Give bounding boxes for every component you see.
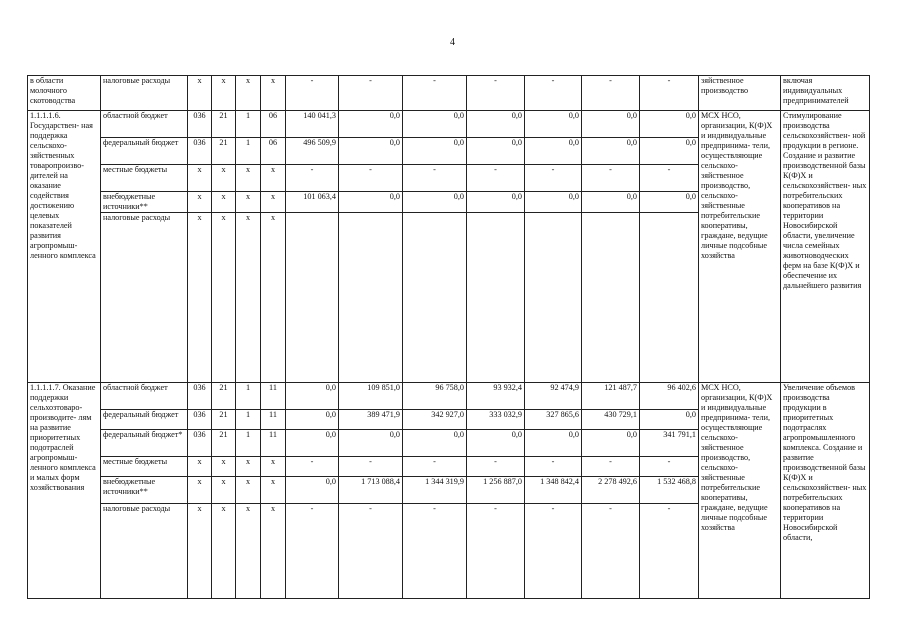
code-cell: 21 [212, 410, 236, 430]
code-cell: х [212, 192, 236, 213]
code-cell: х [261, 213, 286, 383]
expected-result-cell: Увеличение объемов производства продукции в приоритетных подотраслях агропромышленного комплекса. Создание и развитие производственной базы К(Ф)Х и сельскохозяйствен- ных потребительских кооперативов на территории Новосибирской области, [781, 383, 870, 599]
amount-cell: 109 851,0 [339, 383, 403, 410]
amount-cell [640, 213, 699, 383]
amount-cell: 96 402,6 [640, 383, 699, 410]
amount-cell: 0,0 [582, 430, 640, 457]
funding-source-cell: областной бюджет [101, 111, 188, 138]
amount-cell: 0,0 [339, 192, 403, 213]
amount-cell: 0,0 [467, 430, 525, 457]
amount-cell: - [640, 76, 699, 111]
amount-cell: 0,0 [640, 410, 699, 430]
funding-source-cell: областной бюджет [101, 383, 188, 410]
code-cell: х [236, 192, 261, 213]
executor-cell: МСХ НСО, организации, К(Ф)Х и индивидуальные предпринима- тели, осуществляющие сельскохо- зяйственное производство, сельскохо- зяйственные потребительские кооперативы, граждане, ведущие личные подсобные хозяйства [699, 111, 781, 383]
amount-cell: - [403, 76, 467, 111]
amount-cell: - [525, 457, 582, 477]
amount-cell: 101 063,4 [286, 192, 339, 213]
amount-cell: 0,0 [403, 192, 467, 213]
amount-cell: - [339, 165, 403, 192]
amount-cell: 0,0 [286, 410, 339, 430]
funding-source-cell: налоговые расходы [101, 213, 188, 383]
amount-cell: 0,0 [286, 430, 339, 457]
code-cell: х [261, 457, 286, 477]
amount-cell: 1 713 088,4 [339, 477, 403, 504]
amount-cell [403, 213, 467, 383]
amount-cell: - [286, 504, 339, 599]
amount-cell: 0,0 [403, 111, 467, 138]
code-cell: х [236, 477, 261, 504]
amount-cell: - [403, 457, 467, 477]
program-table [27, 75, 870, 599]
code-cell: х [261, 477, 286, 504]
amount-cell: - [339, 457, 403, 477]
code-cell: 036 [188, 138, 212, 165]
amount-cell: 327 865,6 [525, 410, 582, 430]
amount-cell: 0,0 [286, 383, 339, 410]
amount-cell: - [403, 504, 467, 599]
amount-cell: 96 758,0 [403, 383, 467, 410]
amount-cell: - [582, 504, 640, 599]
amount-cell: - [640, 504, 699, 599]
funding-source-cell: местные бюджеты [101, 457, 188, 477]
amount-cell: 342 927,0 [403, 410, 467, 430]
amount-cell: 0,0 [286, 477, 339, 504]
amount-cell: - [286, 76, 339, 111]
amount-cell [339, 213, 403, 383]
code-cell: х [236, 504, 261, 599]
amount-cell: - [525, 76, 582, 111]
amount-cell: 430 729,1 [582, 410, 640, 430]
amount-cell: 496 509,9 [286, 138, 339, 165]
expected-result-cell: Стимулирование производства сельскохозяйствен- ной продукции в регионе. Создание и развитие производственной базы К(Ф)Х и сельскохозяйствен- ных потребительских кооперативов на территории Новосибирской области, увеличение числа семейных животноводческих ферм на базе К(Ф)Х и обеспечение их дальнейшего развития [781, 111, 870, 383]
code-cell: 036 [188, 383, 212, 410]
code-cell: х [212, 76, 236, 111]
code-cell: х [261, 165, 286, 192]
code-cell: 21 [212, 383, 236, 410]
code-cell: 21 [212, 138, 236, 165]
code-cell: х [212, 165, 236, 192]
funding-source-cell: налоговые расходы [101, 504, 188, 599]
code-cell: х [261, 504, 286, 599]
amount-cell [467, 213, 525, 383]
executor-cell: МСХ НСО, организации, К(Ф)Х и индивидуальные предпринима- тели, осуществляющие сельскохо- зяйственное производство, сельскохо- зяйственные потребительские кооперативы, граждане, ведущие личные подсобные хозяйства [699, 383, 781, 599]
code-cell: 1 [236, 111, 261, 138]
amount-cell: 1 348 842,4 [525, 477, 582, 504]
code-cell: х [236, 76, 261, 111]
code-cell: х [188, 165, 212, 192]
amount-cell [525, 213, 582, 383]
amount-cell: 1 532 468,8 [640, 477, 699, 504]
page-number: 4 [450, 37, 455, 48]
amount-cell: - [339, 76, 403, 111]
code-cell: х [236, 213, 261, 383]
amount-cell: 389 471,9 [339, 410, 403, 430]
amount-cell: 341 791,1 [640, 430, 699, 457]
amount-cell [286, 213, 339, 383]
code-cell: 1 [236, 383, 261, 410]
amount-cell: - [286, 457, 339, 477]
funding-source-cell: федеральный бюджет [101, 138, 188, 165]
funding-source-cell: внебюджетные источники** [101, 192, 188, 213]
funding-source-cell: внебюджетные источники** [101, 477, 188, 504]
table-row [28, 383, 870, 410]
funding-source-cell: федеральный бюджет [101, 410, 188, 430]
code-cell: х [188, 504, 212, 599]
funding-source-cell: налоговые расходы [101, 76, 188, 111]
amount-cell: - [582, 76, 640, 111]
code-cell: х [188, 213, 212, 383]
amount-cell: - [525, 504, 582, 599]
code-cell: 06 [261, 138, 286, 165]
amount-cell: 0,0 [339, 111, 403, 138]
amount-cell: 121 487,7 [582, 383, 640, 410]
measure-name-cell: в области молочного скотоводства [28, 76, 101, 111]
amount-cell: - [403, 165, 467, 192]
funding-source-cell: федеральный бюджет* [101, 430, 188, 457]
amount-cell: - [467, 457, 525, 477]
funding-source-cell: местные бюджеты [101, 165, 188, 192]
code-cell: 06 [261, 111, 286, 138]
amount-cell: 1 344 319,9 [403, 477, 467, 504]
amount-cell: 0,0 [467, 192, 525, 213]
amount-cell: - [640, 457, 699, 477]
amount-cell: - [467, 504, 525, 599]
amount-cell: - [467, 165, 525, 192]
amount-cell: 0,0 [403, 138, 467, 165]
code-cell: 1 [236, 430, 261, 457]
code-cell: х [212, 213, 236, 383]
code-cell: х [236, 457, 261, 477]
amount-cell: - [467, 76, 525, 111]
amount-cell: - [582, 457, 640, 477]
code-cell: 21 [212, 430, 236, 457]
code-cell: х [212, 457, 236, 477]
amount-cell: 2 278 492,6 [582, 477, 640, 504]
amount-cell: - [525, 165, 582, 192]
amount-cell: 0,0 [582, 138, 640, 165]
code-cell: 11 [261, 430, 286, 457]
amount-cell [582, 213, 640, 383]
code-cell: 036 [188, 410, 212, 430]
measure-name-cell: 1.1.1.1.6. Государствен- ная поддержка сельскохо- зяйственных товаропроизво- дителей на оказание содействия достижению целевых показателей развития агропромыш- ленного комплекса [28, 111, 101, 383]
code-cell: х [188, 192, 212, 213]
amount-cell: 0,0 [467, 111, 525, 138]
code-cell: 036 [188, 430, 212, 457]
amount-cell: - [640, 165, 699, 192]
executor-cell: зяйственное производство [699, 76, 781, 111]
code-cell: х [188, 457, 212, 477]
code-cell: х [261, 192, 286, 213]
amount-cell: 0,0 [640, 138, 699, 165]
code-cell: 036 [188, 111, 212, 138]
amount-cell: 0,0 [339, 138, 403, 165]
amount-cell: 0,0 [582, 192, 640, 213]
amount-cell: 92 474,9 [525, 383, 582, 410]
amount-cell: 0,0 [582, 111, 640, 138]
code-cell: х [188, 477, 212, 504]
amount-cell: 0,0 [403, 430, 467, 457]
amount-cell: 0,0 [525, 430, 582, 457]
code-cell: х [212, 504, 236, 599]
code-cell: х [236, 165, 261, 192]
amount-cell: 0,0 [640, 111, 699, 138]
amount-cell: 0,0 [467, 138, 525, 165]
table-row [28, 111, 870, 138]
amount-cell: 0,0 [525, 192, 582, 213]
amount-cell: 0,0 [339, 430, 403, 457]
amount-cell: 1 256 887,0 [467, 477, 525, 504]
code-cell: 11 [261, 383, 286, 410]
expected-result-cell: включая индивидуальных предпринимателей [781, 76, 870, 111]
code-cell: 1 [236, 138, 261, 165]
amount-cell: 93 932,4 [467, 383, 525, 410]
code-cell: х [261, 76, 286, 111]
amount-cell: 140 041,3 [286, 111, 339, 138]
code-cell: х [212, 477, 236, 504]
amount-cell: 333 032,9 [467, 410, 525, 430]
amount-cell: 0,0 [525, 111, 582, 138]
amount-cell: - [286, 165, 339, 192]
code-cell: 21 [212, 111, 236, 138]
code-cell: 1 [236, 410, 261, 430]
amount-cell: 0,0 [640, 192, 699, 213]
code-cell: х [188, 76, 212, 111]
code-cell: 11 [261, 410, 286, 430]
measure-name-cell: 1.1.1.1.7. Оказание поддержки сельхозтоваро- производите- лям на развитие приоритетных подотраслей агропромыш- ленного комплекса и малых форм хозяйствования [28, 383, 101, 599]
table-row [28, 76, 870, 111]
amount-cell: - [582, 165, 640, 192]
amount-cell: - [339, 504, 403, 599]
amount-cell: 0,0 [525, 138, 582, 165]
